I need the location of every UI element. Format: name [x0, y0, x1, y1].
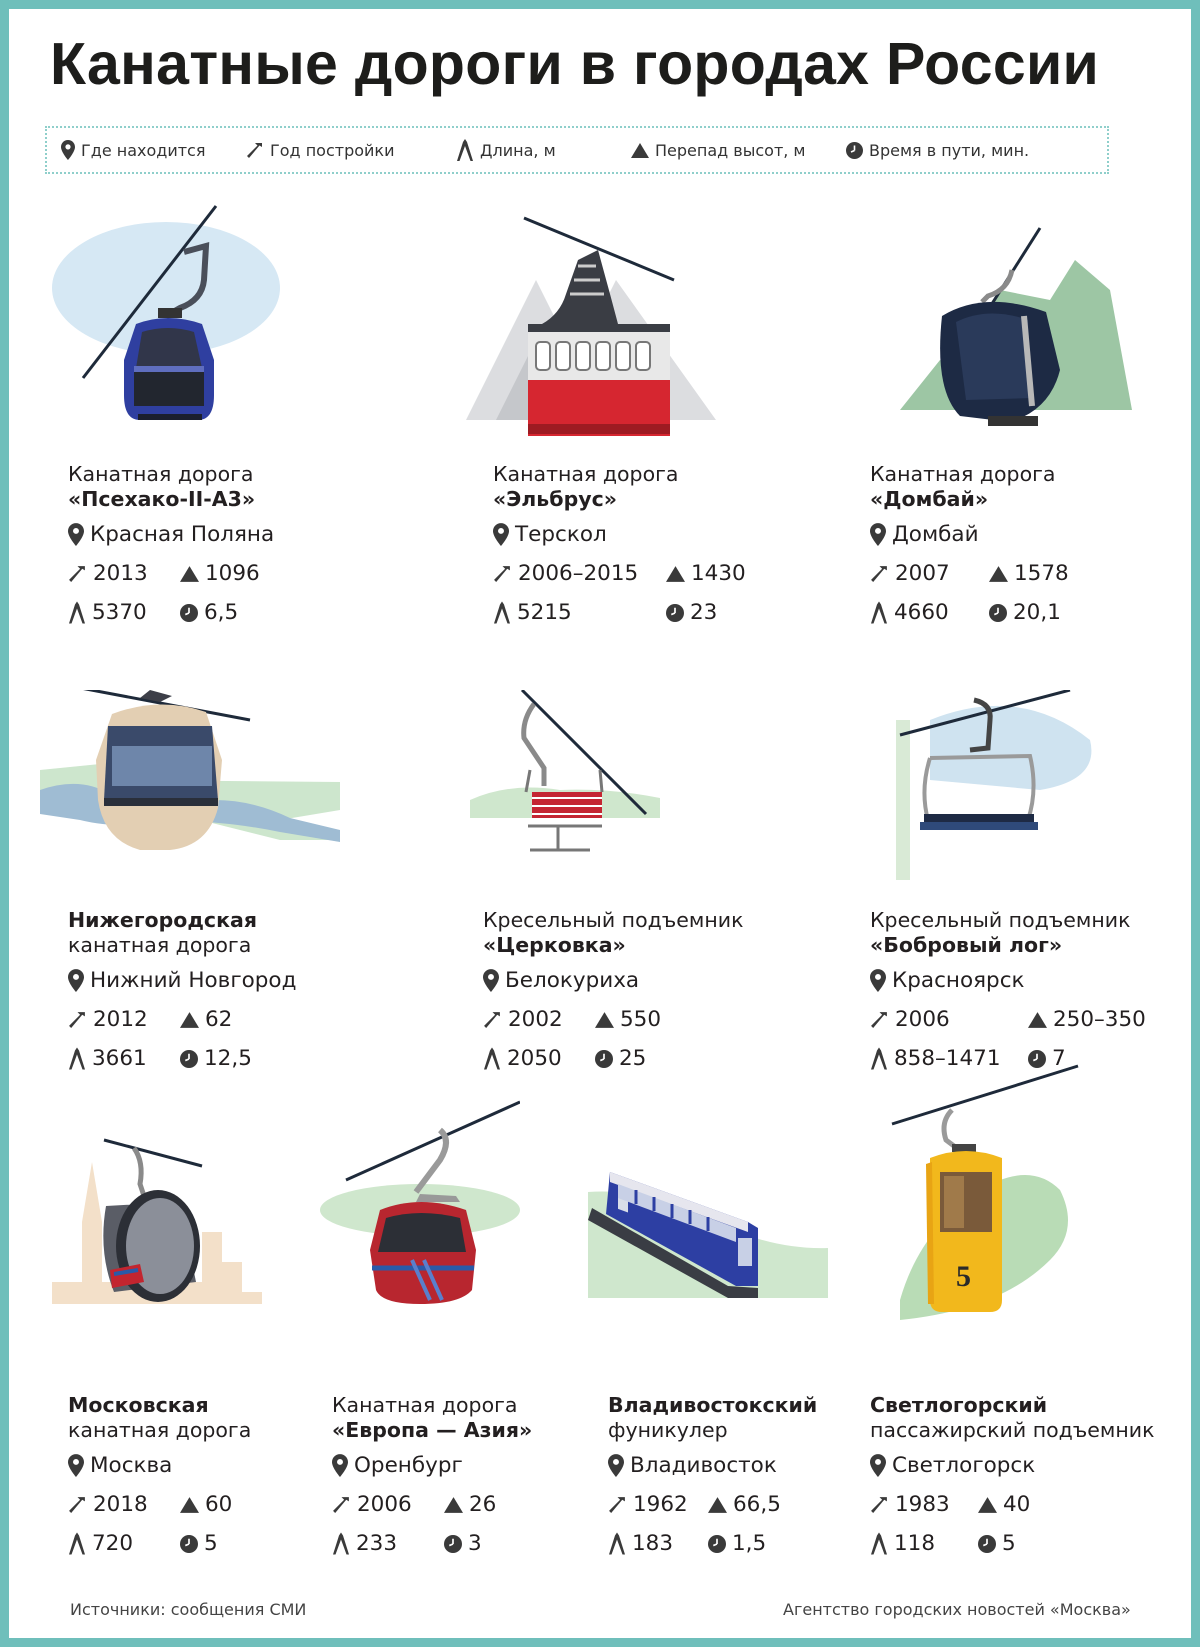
- length-row: [68, 1531, 133, 1556]
- height-row: [444, 1492, 496, 1517]
- legend-item-time: [846, 141, 1029, 160]
- location-row: [483, 968, 639, 993]
- legend-item-length: [456, 139, 631, 161]
- time-row: [708, 1531, 766, 1556]
- length-value: 720: [92, 1531, 134, 1556]
- location-value: Владивосток: [630, 1453, 777, 1478]
- gondola-illustration-dark: [900, 220, 1140, 445]
- location-value: Домбай: [892, 522, 979, 547]
- triangle-icon: [180, 566, 199, 582]
- name-line-1: Канатная дорога: [68, 462, 254, 486]
- location-value: Красноярск: [892, 968, 1025, 993]
- clock-icon: [978, 1535, 996, 1553]
- name-line-2: «Псехако-II-A3»: [68, 487, 256, 511]
- triangle-icon: [989, 566, 1008, 582]
- gondola-illustration-beige: [40, 690, 360, 890]
- legend-item-location: [61, 140, 246, 160]
- location-pin-icon: [61, 140, 75, 160]
- compass-icon: [608, 1532, 626, 1555]
- height-value: 66,5: [733, 1492, 781, 1517]
- height-value: 26: [469, 1492, 497, 1517]
- time-row: [180, 1531, 218, 1556]
- year-row: [870, 561, 950, 586]
- year-row: [483, 1007, 563, 1032]
- year-row: [870, 1492, 950, 1517]
- location-row: [68, 522, 274, 547]
- clock-icon: [444, 1535, 462, 1553]
- clock-icon: [989, 604, 1007, 622]
- name-line-1: Канатная дорога: [870, 462, 1056, 486]
- length-value: 3661: [92, 1046, 147, 1071]
- name-line-1: Канатная дорога: [332, 1393, 518, 1417]
- name-line-1: Кресельный подъемник: [483, 908, 744, 932]
- length-row: [870, 600, 949, 625]
- year-row: [68, 561, 148, 586]
- triangle-icon: [708, 1497, 727, 1513]
- year-value: 2002: [508, 1007, 563, 1032]
- location-value: Белокуриха: [505, 968, 640, 993]
- year-value: 2006–2015: [518, 561, 639, 586]
- hammer-icon: [493, 564, 512, 583]
- height-value: 60: [205, 1492, 233, 1517]
- location-pin-icon: [870, 1454, 886, 1477]
- location-pin-icon: [870, 523, 886, 546]
- name-line-2: канатная дорога: [68, 1418, 252, 1442]
- triangle-icon: [444, 1497, 463, 1513]
- location-value: Светлогорск: [892, 1453, 1036, 1478]
- time-value: 7: [1052, 1046, 1066, 1071]
- clock-icon: [180, 1050, 198, 1068]
- time-value: 1,5: [732, 1531, 767, 1556]
- clock-icon: [708, 1535, 726, 1553]
- location-pin-icon: [493, 523, 509, 546]
- height-row: [708, 1492, 781, 1517]
- year-row: [68, 1007, 148, 1032]
- hammer-icon: [870, 1495, 889, 1514]
- time-value: 3: [468, 1531, 482, 1556]
- triangle-icon: [595, 1012, 614, 1028]
- time-value: 5: [1002, 1531, 1016, 1556]
- chairlift-illustration-blue: [890, 690, 1120, 880]
- name-line-2: «Европа — Азия»: [332, 1418, 533, 1442]
- cableway-name: [483, 908, 743, 958]
- location-value: Красная Поляна: [90, 522, 275, 547]
- time-value: 23: [690, 600, 718, 625]
- name-line-1: Владивостокский: [608, 1393, 818, 1417]
- length-row: [68, 600, 147, 625]
- name-line-2: «Домбай»: [870, 487, 989, 511]
- year-row: [332, 1492, 412, 1517]
- name-line-1: Светлогорский: [870, 1393, 1048, 1417]
- triangle-icon: [180, 1497, 199, 1513]
- time-row: [180, 1046, 252, 1071]
- sources-note: Источники: сообщения СМИ: [70, 1600, 307, 1619]
- location-value: Москва: [90, 1453, 173, 1478]
- chairlift-illustration-red: [470, 690, 660, 890]
- time-value: 12,5: [204, 1046, 252, 1071]
- triangle-icon: [978, 1497, 997, 1513]
- legend: [45, 126, 1109, 174]
- legend-label: Год постройки: [270, 140, 395, 160]
- legend-label: Где находится: [81, 140, 206, 160]
- time-row: [180, 600, 238, 625]
- year-value: 2006: [895, 1007, 950, 1032]
- location-pin-icon: [608, 1454, 624, 1477]
- name-line-2: «Церковка»: [483, 933, 626, 957]
- height-row: [595, 1007, 661, 1032]
- location-row: [493, 522, 607, 547]
- length-value: 5370: [92, 600, 147, 625]
- height-value: 250–350: [1053, 1007, 1146, 1032]
- length-row: [870, 1046, 1001, 1071]
- year-value: 1962: [633, 1492, 688, 1517]
- time-value: 5: [204, 1531, 218, 1556]
- location-row: [68, 1453, 172, 1478]
- compass-icon: [483, 1047, 501, 1070]
- gondola-illustration-moscow: [52, 1132, 262, 1322]
- hammer-icon: [332, 1495, 351, 1514]
- hammer-icon: [68, 1010, 87, 1029]
- height-value: 550: [620, 1007, 662, 1032]
- time-row: [989, 600, 1061, 625]
- location-pin-icon: [68, 1454, 84, 1477]
- gondola-illustration-blue: [48, 200, 288, 445]
- compass-icon: [870, 601, 888, 624]
- location-row: [870, 1453, 1035, 1478]
- compass-icon: [493, 601, 511, 624]
- legend-label: Длина, м: [480, 140, 556, 160]
- location-row: [870, 522, 979, 547]
- compass-icon: [456, 139, 474, 161]
- hammer-icon: [246, 141, 264, 159]
- compass-icon: [68, 601, 86, 624]
- clock-icon: [180, 1535, 198, 1553]
- agency-credit: Агентство городских новостей «Москва»: [783, 1600, 1131, 1619]
- gondola-illustration-yellow: [880, 1060, 1110, 1322]
- length-value: 5215: [517, 600, 572, 625]
- compass-icon: [332, 1532, 350, 1555]
- year-value: 2013: [93, 561, 148, 586]
- name-line-2: пассажирский подъемник: [870, 1418, 1155, 1442]
- hammer-icon: [483, 1010, 502, 1029]
- hammer-icon: [870, 1010, 889, 1029]
- height-row: [666, 561, 746, 586]
- year-row: [870, 1007, 950, 1032]
- length-value: 2050: [507, 1046, 562, 1071]
- location-pin-icon: [870, 969, 886, 992]
- name-line-1: Канатная дорога: [493, 462, 679, 486]
- height-value: 62: [205, 1007, 233, 1032]
- location-pin-icon: [68, 523, 84, 546]
- cableway-name: [332, 1393, 532, 1443]
- height-value: 40: [1003, 1492, 1031, 1517]
- name-line-1: Нижегородская: [68, 908, 257, 932]
- name-line-1: Кресельный подъемник: [870, 908, 1131, 932]
- height-value: 1430: [691, 561, 746, 586]
- compass-icon: [68, 1047, 86, 1070]
- location-pin-icon: [332, 1454, 348, 1477]
- cableway-name: [493, 462, 678, 512]
- length-row: [483, 1046, 562, 1071]
- time-row: [1028, 1046, 1066, 1071]
- location-value: Оренбург: [354, 1453, 463, 1478]
- length-row: [332, 1531, 397, 1556]
- time-value: 25: [619, 1046, 647, 1071]
- length-row: [608, 1531, 673, 1556]
- name-line-2: «Бобровый лог»: [870, 933, 1063, 957]
- length-value: 118: [894, 1531, 936, 1556]
- cableway-name: [870, 1393, 1154, 1443]
- triangle-icon: [631, 143, 649, 158]
- name-line-2: фуникулер: [608, 1418, 728, 1442]
- name-line-2: канатная дорога: [68, 933, 252, 957]
- time-row: [595, 1046, 646, 1071]
- hammer-icon: [870, 564, 889, 583]
- triangle-icon: [1028, 1012, 1047, 1028]
- year-row: [493, 561, 638, 586]
- year-value: 2012: [93, 1007, 148, 1032]
- time-row: [978, 1531, 1016, 1556]
- height-value: 1578: [1014, 561, 1069, 586]
- name-line-2: «Эльбрус»: [493, 487, 618, 511]
- hammer-icon: [608, 1495, 627, 1514]
- funicular-illustration: [588, 1158, 828, 1318]
- time-row: [444, 1531, 482, 1556]
- clock-icon: [595, 1050, 613, 1068]
- length-value: 4660: [894, 600, 949, 625]
- clock-icon: [180, 604, 198, 622]
- legend-label: Перепад высот, м: [655, 140, 806, 160]
- length-value: 183: [632, 1531, 674, 1556]
- height-row: [180, 1007, 232, 1032]
- height-row: [989, 561, 1069, 586]
- location-row: [68, 968, 296, 993]
- year-value: 2007: [895, 561, 950, 586]
- gondola-illustration-orenburg: [320, 1100, 520, 1325]
- cableway-name: [608, 1393, 817, 1443]
- time-value: 20,1: [1013, 600, 1061, 625]
- year-value: 1983: [895, 1492, 950, 1517]
- compass-icon: [870, 1532, 888, 1555]
- location-pin-icon: [68, 969, 84, 992]
- height-value: 1096: [205, 561, 260, 586]
- location-value: Терскол: [515, 522, 607, 547]
- height-row: [978, 1492, 1030, 1517]
- clock-icon: [666, 604, 684, 622]
- time-row: [666, 600, 717, 625]
- height-row: [180, 561, 260, 586]
- length-value: 233: [356, 1531, 398, 1556]
- length-value: 858–1471: [894, 1046, 1001, 1071]
- gondola-number: 5: [956, 1260, 971, 1293]
- cableway-name: [68, 908, 257, 958]
- clock-icon: [846, 142, 863, 159]
- clock-icon: [1028, 1050, 1046, 1068]
- time-value: 6,5: [204, 600, 239, 625]
- location-pin-icon: [483, 969, 499, 992]
- location-row: [608, 1453, 777, 1478]
- legend-label: Время в пути, мин.: [869, 140, 1030, 160]
- legend-item-height: [631, 141, 846, 160]
- hammer-icon: [68, 564, 87, 583]
- length-row: [68, 1046, 147, 1071]
- hammer-icon: [68, 1495, 87, 1514]
- cableway-name: [870, 908, 1130, 958]
- height-row: [180, 1492, 232, 1517]
- cableway-name: [870, 462, 1055, 512]
- year-value: 2006: [357, 1492, 412, 1517]
- gondola-illustration-red: [466, 210, 736, 442]
- length-row: [493, 600, 572, 625]
- cableway-name: [68, 462, 255, 512]
- compass-icon: [68, 1532, 86, 1555]
- name-line-1: Московская: [68, 1393, 209, 1417]
- location-row: [332, 1453, 463, 1478]
- triangle-icon: [666, 566, 685, 582]
- triangle-icon: [180, 1012, 199, 1028]
- length-row: [870, 1531, 935, 1556]
- location-value: Нижний Новгород: [90, 968, 297, 993]
- year-row: [68, 1492, 148, 1517]
- cableway-name: [68, 1393, 251, 1443]
- year-value: 2018: [93, 1492, 148, 1517]
- page-title: Канатные дороги в городах России: [50, 31, 1100, 97]
- legend-item-year: [246, 141, 456, 160]
- year-row: [608, 1492, 688, 1517]
- compass-icon: [870, 1047, 888, 1070]
- height-row: [1028, 1007, 1146, 1032]
- location-row: [870, 968, 1025, 993]
